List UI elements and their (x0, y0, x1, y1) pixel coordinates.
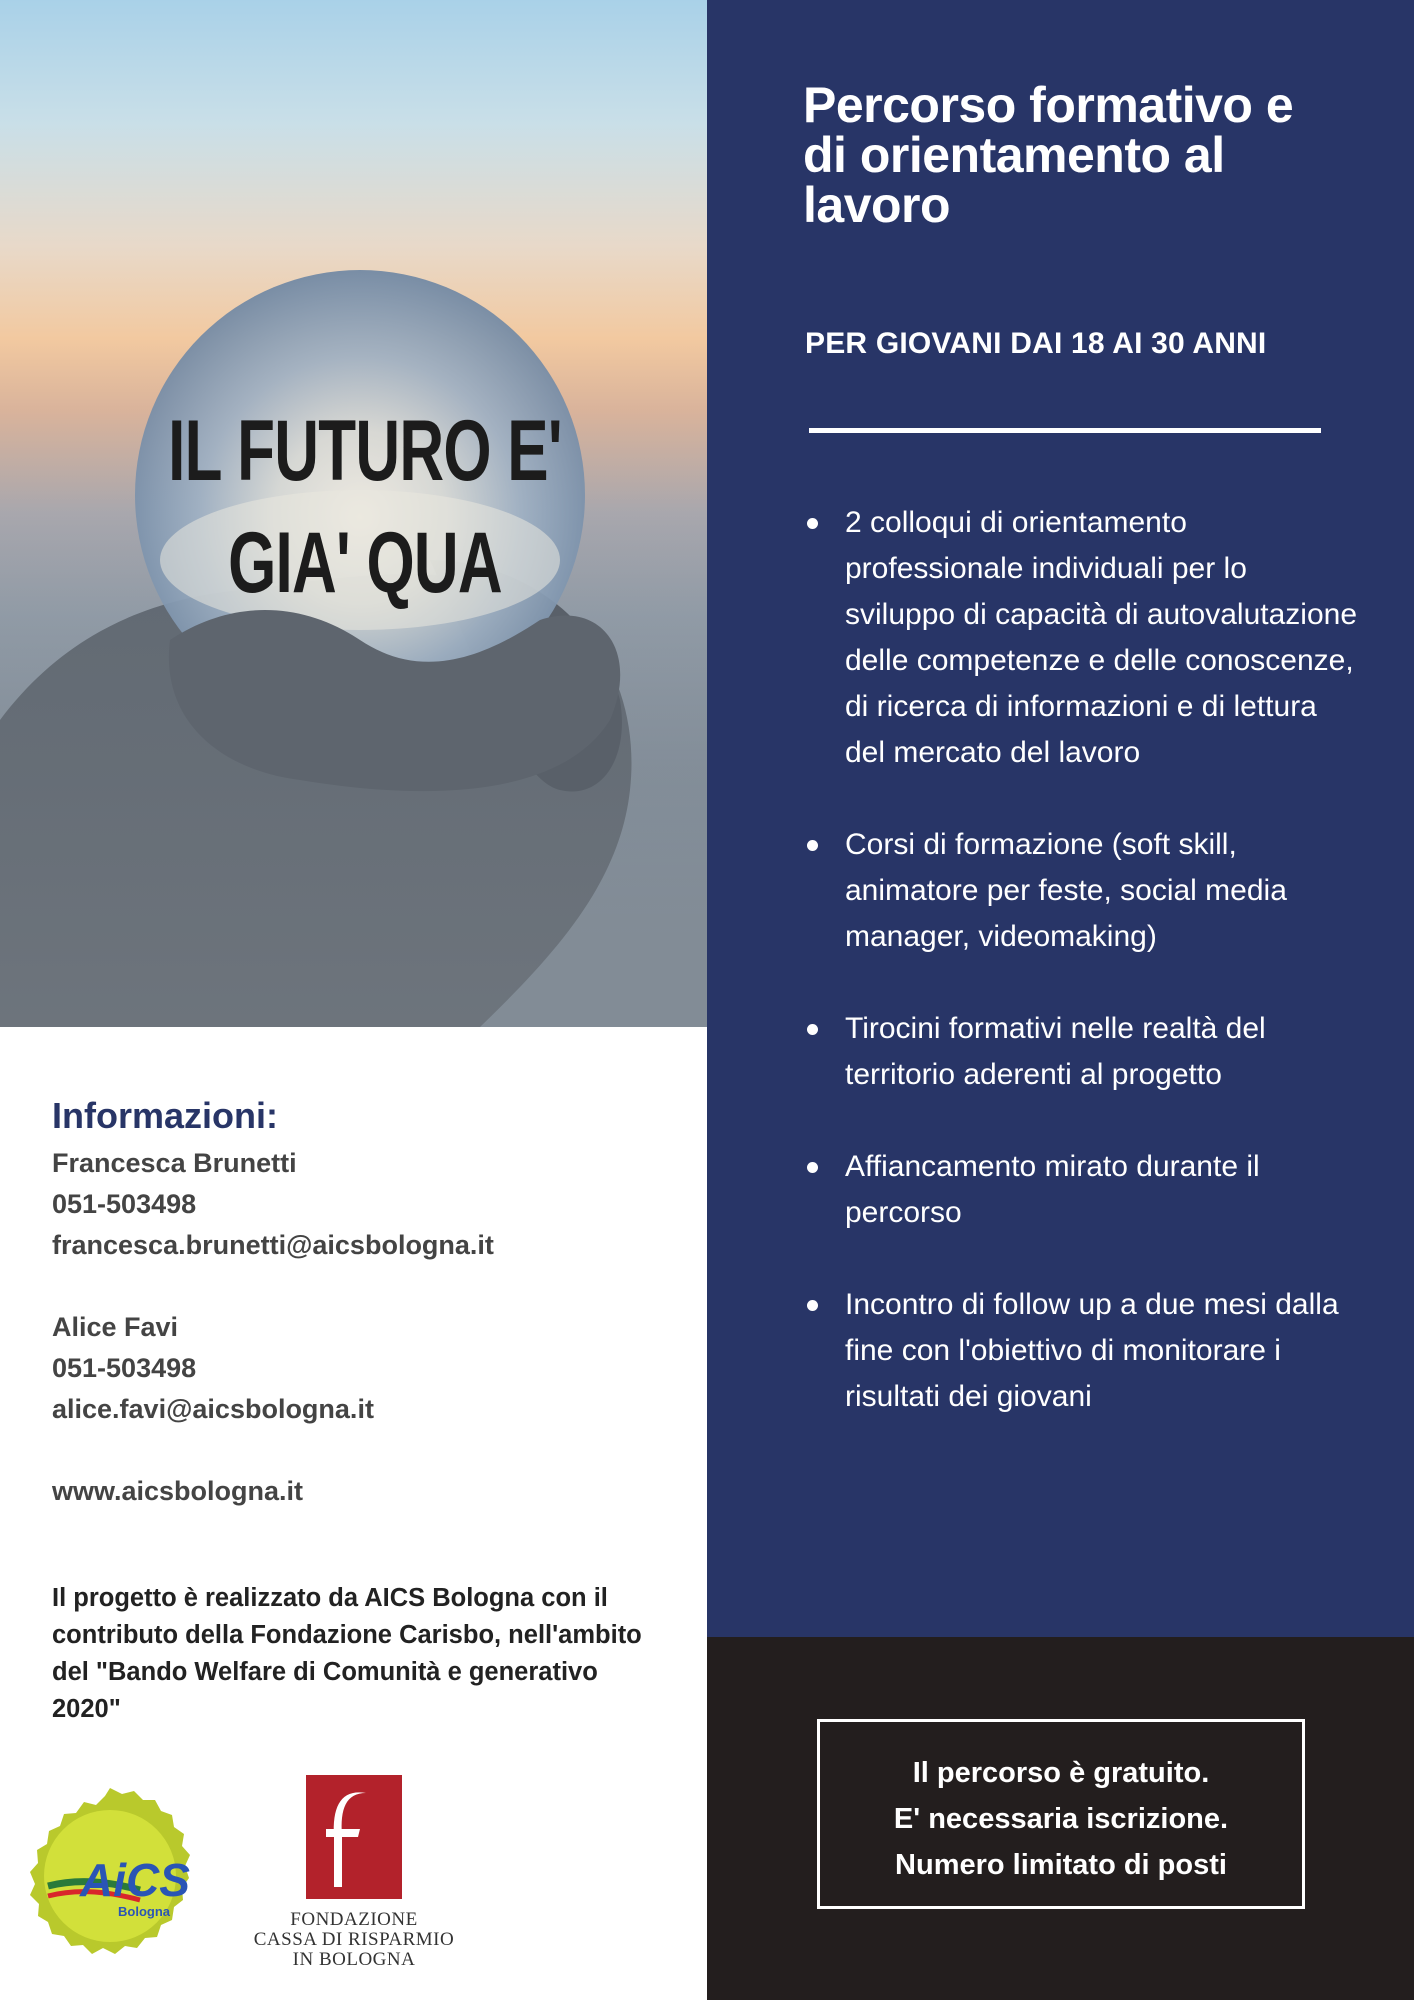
notice-line-registration: E' necessaria iscrizione. (893, 1803, 1229, 1835)
bullet-text: Tirocini formativi nelle realtà del territorio aderenti al progetto (845, 1012, 1266, 1091)
program-bullets (805, 500, 1365, 1466)
list-item (805, 822, 1365, 960)
fondazione-line2: CASSA DI RISPARMIO (253, 1929, 455, 1950)
list-item (805, 1006, 1365, 1098)
notice-line-limited: Numero limitato di posti (895, 1849, 1227, 1881)
info-heading: Informazioni: (52, 1095, 278, 1136)
program-subtitle: PER GIOVANI DAI 18 AI 30 ANNI (805, 327, 1267, 360)
aics-logo-city: Bologna (118, 1904, 170, 1919)
fondazione-logo (238, 1775, 470, 1970)
notice-line-free: Il percorso è gratuito. (912, 1757, 1210, 1789)
divider (809, 428, 1321, 433)
aics-logo (20, 1786, 200, 1971)
notice-box (817, 1719, 1305, 1909)
contact-email[interactable]: francesca.brunetti@aicsbologna.it (52, 1230, 494, 1260)
bullet-text: Corsi di formazione (soft skill, animatore per feste, social media manager, videomaking) (845, 828, 1287, 953)
list-item (805, 500, 1365, 776)
contact-email[interactable]: alice.favi@aicsbologna.it (52, 1394, 374, 1424)
fondazione-logo-mark (238, 1775, 470, 1905)
contact-phone: 051-503498 (52, 1189, 197, 1219)
program-panel (707, 0, 1414, 1637)
bullet-dot-icon (807, 840, 818, 851)
bullet-text: Affiancamento mirato durante il percorso (845, 1150, 1260, 1229)
list-item (805, 1282, 1365, 1420)
bullet-dot-icon (807, 1300, 818, 1311)
bullet-dot-icon (807, 1162, 818, 1173)
bullet-dot-icon (807, 1024, 818, 1035)
bullet-dot-icon (807, 518, 818, 529)
bullet-text: 2 colloqui di orientamento professionale individuali per lo sviluppo di capacità di autovalutazione delle competenze e delle conoscenze, di ricerca di informazioni e di lettura del mercato del lavoro (845, 506, 1358, 769)
website-link[interactable]: www.aicsbologna.it (52, 1476, 304, 1506)
contact-name: Alice Favi (52, 1312, 179, 1342)
contact-name: Francesca Brunetti (52, 1148, 297, 1178)
hero-title (102, 395, 628, 619)
project-credit: Il progetto è realizzato da AICS Bologna con il contributo della Fondazione Carisbo, nell'ambito del "Bando Welfare di Comunità e generativo 2020" (52, 1584, 642, 1723)
notice-panel (707, 1637, 1414, 2000)
fondazione-line3: IN BOLOGNA (292, 1949, 416, 1970)
contact-phone: 051-503498 (52, 1353, 197, 1383)
contact-info (52, 1095, 494, 1512)
hero-title-line2: GIA' QUA (228, 515, 502, 611)
bullet-text: Incontro di follow up a due mesi dalla fine con l'obiettivo di monitorare i risultati dei giovani (845, 1288, 1339, 1413)
aics-logo-text: AiCS (80, 1854, 190, 1906)
program-title: Percorso formativo e di orientamento al lavoro (803, 77, 1294, 233)
list-item (805, 1144, 1365, 1236)
fondazione-line1: FONDAZIONE (290, 1909, 418, 1930)
hero-photo (0, 0, 707, 1027)
hero-title-line1: IL FUTURO E' (168, 403, 562, 499)
